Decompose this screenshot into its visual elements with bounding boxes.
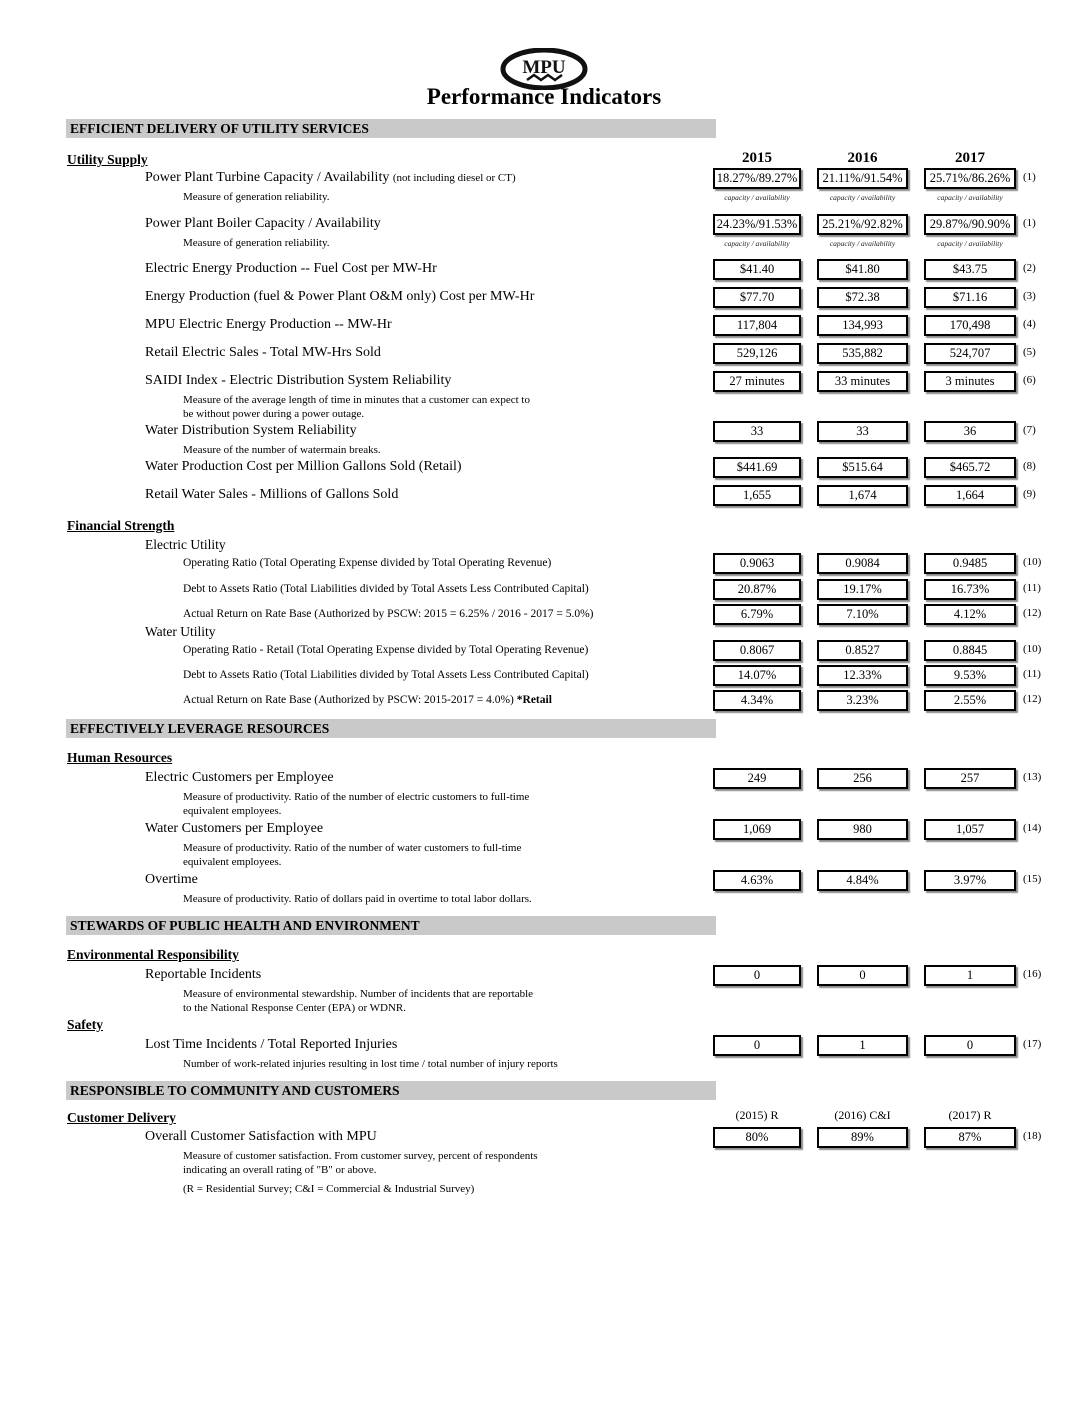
value-2015: $41.40 (713, 259, 801, 280)
metric-label: Overall Customer Satisfaction with MPU (145, 1129, 377, 1144)
footnote-ref: (13) (1023, 771, 1042, 783)
metric-description: Number of work-related injuries resulting in lost time / total number of injury reports (183, 1058, 558, 1070)
group-environmental-responsibility: Environmental Responsibility (67, 947, 239, 962)
value-2016: 0.8527 (817, 640, 908, 661)
value-2015: 0.8067 (713, 640, 801, 661)
metric-description: equivalent employees. (183, 855, 282, 868)
metric-label: SAIDI Index - Electric Distribution System Reliability (145, 373, 452, 388)
value-unit-label: capacity / availability (937, 193, 1003, 202)
group-human-resources: Human Resources (67, 750, 173, 765)
value-2017: 524,707 (924, 343, 1016, 364)
row-eu-debt-to-assets (0, 579, 1088, 599)
value-2017: 87% (924, 1127, 1016, 1148)
metric-description: (R = Residential Survey; C&I = Commercial & Industrial Survey) (183, 1183, 475, 1195)
value-2016: 0.9084 (817, 553, 908, 574)
metric-label: Power Plant Boiler Capacity / Availability (145, 216, 381, 231)
metric-label: Overtime (145, 872, 198, 887)
value-2015: 0.9063 (713, 553, 801, 574)
value-2015: $441.69 (713, 457, 801, 478)
metric-label: Actual Return on Rate Base (Authorized by PSCW: 2015-2017 = 4.0%) *Retail (183, 694, 552, 706)
value-2016: 25.21%/92.82% (817, 214, 908, 235)
value-2016: 134,993 (817, 315, 908, 336)
metric-description: be without power during a power outage. (183, 407, 365, 420)
group-safety: Safety (67, 1017, 103, 1032)
metric-label: Actual Return on Rate Base (Authorized by PSCW: 2015 = 6.25% / 2016 - 2017 = 5.0%) (183, 608, 594, 620)
footnote-ref: (16) (1023, 968, 1042, 980)
group-financial-strength: Financial Strength (67, 518, 175, 533)
row-electric-customers-per-employee (0, 768, 1088, 818)
row-boiler-capacity (0, 214, 1088, 251)
row-customer-satisfaction (0, 1127, 1088, 1197)
metric-label: Retail Water Sales - Millions of Gallons Sold (145, 487, 399, 502)
footnote-ref: (12) (1023, 607, 1042, 619)
footnote-ref: (15) (1023, 873, 1042, 885)
footnote-ref: (12) (1023, 693, 1042, 705)
row-turbine-capacity (0, 168, 1088, 205)
value-2017: $71.16 (924, 287, 1016, 308)
value-2017: 29.87%/90.90% (924, 214, 1016, 235)
section-header-public-health: STEWARDS OF PUBLIC HEALTH AND ENVIRONMENT (66, 916, 716, 935)
subgroup-water-utility: Water Utility (145, 624, 216, 639)
metric-description: to the National Response Center (EPA) or WDNR. (183, 1001, 407, 1014)
survey-year-header-2017: (2017) R (948, 1108, 992, 1122)
metric-description: Measure of environmental stewardship. Number of incidents that are reportable (183, 988, 534, 1000)
footnote-ref: (5) (1023, 346, 1036, 358)
row-wu-debt-to-assets (0, 665, 1088, 685)
metric-label: Retail Electric Sales - Total MW-Hrs Sold (145, 345, 381, 360)
value-2016: 256 (817, 768, 908, 789)
metric-label-suffix: *Retail (516, 694, 552, 706)
value-2017: 16.73% (924, 579, 1016, 600)
value-2017: 25.71%/86.26% (924, 168, 1016, 189)
metric-label: Electric Customers per Employee (145, 770, 334, 785)
metric-label: Debt to Assets Ratio (Total Liabilities divided by Total Assets Less Contributed Capital) (183, 583, 589, 595)
row-mpu-energy-production (0, 315, 1088, 335)
group-customer-delivery: Customer Delivery (67, 1110, 176, 1125)
row-fuel-cost (0, 259, 1088, 279)
value-unit-label: capacity / availability (724, 193, 790, 202)
metric-description: Measure of generation reliability. (183, 191, 330, 203)
value-2015: 529,126 (713, 343, 801, 364)
metric-label: MPU Electric Energy Production -- MW-Hr (145, 317, 392, 332)
row-retail-electric-sales (0, 343, 1088, 363)
row-water-customers-per-employee (0, 819, 1088, 869)
year-header-2015: 2015 (742, 150, 772, 166)
metric-description: Measure of productivity. Ratio of dollars paid in overtime to total labor dollars. (183, 893, 532, 905)
value-2016: 33 minutes (817, 371, 908, 392)
value-2015: 18.27%/89.27% (713, 168, 801, 189)
subgroup-electric-utility: Electric Utility (145, 537, 226, 552)
footnote-ref: (4) (1023, 318, 1036, 330)
value-2016: $72.38 (817, 287, 908, 308)
value-2015: 0 (713, 965, 801, 986)
value-2017: 1,664 (924, 485, 1016, 506)
metric-description: indicating an overall rating of "B" or above. (183, 1163, 377, 1176)
metric-label: Electric Energy Production -- Fuel Cost per MW-Hr (145, 261, 437, 276)
footnote-ref: (6) (1023, 374, 1036, 386)
value-2016: 21.11%/91.54% (817, 168, 908, 189)
metric-description: Measure of customer satisfaction. From customer survey, percent of respondents (183, 1150, 538, 1162)
footnote-ref: (14) (1023, 822, 1042, 834)
row-reportable-incidents (0, 965, 1088, 1015)
metric-label: Operating Ratio - Retail (Total Operating Expense divided by Total Operating Revenue) (183, 644, 589, 656)
footnote-ref: (10) (1023, 556, 1042, 568)
year-header-2017: 2017 (955, 150, 985, 166)
section-header-community-customers: RESPONSIBLE TO COMMUNITY AND CUSTOMERS (66, 1081, 716, 1100)
metric-description: Measure of generation reliability. (183, 237, 330, 249)
value-2017: $43.75 (924, 259, 1016, 280)
value-unit-label: capacity / availability (829, 239, 896, 248)
metric-description: Measure of productivity. Ratio of the number of water customers to full-time (183, 842, 522, 854)
row-energy-production-cost (0, 287, 1088, 307)
footnote-ref: (7) (1023, 424, 1036, 436)
metric-label: Operating Ratio (Total Operating Expense divided by Total Operating Revenue) (183, 557, 552, 569)
metric-label: Lost Time Incidents / Total Reported Injuries (145, 1037, 398, 1052)
value-2015: 27 minutes (713, 371, 801, 392)
value-2016: $41.80 (817, 259, 908, 280)
metric-description: equivalent employees. (183, 804, 282, 817)
value-2016: $515.64 (817, 457, 908, 478)
value-2015: 1,069 (713, 819, 801, 840)
metric-label-note: (not including diesel or CT) (392, 172, 516, 184)
footnote-ref: (17) (1023, 1038, 1042, 1050)
value-2015: 4.34% (713, 690, 801, 711)
row-saidi-index (0, 371, 1088, 421)
section-header-efficient-delivery: EFFICIENT DELIVERY OF UTILITY SERVICES (66, 119, 716, 138)
group-utility-supply: Utility Supply (67, 152, 148, 167)
row-eu-return-on-rate-base (0, 604, 1088, 624)
value-2016: 535,882 (817, 343, 908, 364)
row-water-distribution-reliability (0, 421, 1088, 458)
footnote-ref: (1) (1023, 217, 1036, 229)
metric-label: Debt to Assets Ratio (Total Liabilities divided by Total Assets Less Contributed Capital) (183, 669, 589, 681)
value-2015: 80% (713, 1127, 801, 1148)
survey-year-header-2015: (2015) R (735, 1108, 779, 1122)
value-2016: 19.17% (817, 579, 908, 600)
footnote-ref: (11) (1023, 582, 1041, 594)
row-overtime (0, 870, 1088, 907)
footnote-ref: (8) (1023, 460, 1036, 472)
value-2015: 4.63% (713, 870, 801, 891)
value-2016: 7.10% (817, 604, 908, 625)
value-2017: 3 minutes (924, 371, 1016, 392)
row-wu-return-on-rate-base (0, 690, 1088, 710)
metric-label: Water Production Cost per Million Gallons Sold (Retail) (145, 459, 462, 474)
value-2015: 1,655 (713, 485, 801, 506)
footnote-ref: (9) (1023, 488, 1036, 500)
metric-description: Measure of the average length of time in minutes that a customer can expect to (183, 394, 530, 406)
value-2015: 117,804 (713, 315, 801, 336)
value-unit-label: capacity / availability (937, 239, 1003, 248)
row-lost-time-incidents (0, 1035, 1088, 1072)
footnote-ref: (2) (1023, 262, 1036, 274)
page-title: Performance Indicators (426, 84, 662, 109)
value-2015: 6.79% (713, 604, 801, 625)
metric-label: Energy Production (fuel & Power Plant O&M only) Cost per MW-Hr (145, 289, 535, 304)
value-2016: 12.33% (817, 665, 908, 686)
value-2015: 0 (713, 1035, 801, 1056)
row-eu-operating-ratio (0, 553, 1088, 573)
value-2017: 0 (924, 1035, 1016, 1056)
value-2015: 24.23%/91.53% (713, 214, 801, 235)
value-2016: 0 (817, 965, 908, 986)
row-water-production-cost (0, 457, 1088, 477)
footnote-ref: (1) (1023, 171, 1036, 183)
survey-year-header-2016: (2016) C&I (834, 1108, 891, 1122)
value-2017: $465.72 (924, 457, 1016, 478)
mpu-logo-text: MPU (522, 57, 566, 78)
value-2016: 33 (817, 421, 908, 442)
value-2016: 4.84% (817, 870, 908, 891)
value-2017: 257 (924, 768, 1016, 789)
footnote-ref: (3) (1023, 290, 1036, 302)
value-2016: 1,674 (817, 485, 908, 506)
value-2015: 20.87% (713, 579, 801, 600)
value-2017: 9.53% (924, 665, 1016, 686)
row-retail-water-sales (0, 485, 1088, 505)
value-2017: 1 (924, 965, 1016, 986)
footnote-ref: (18) (1023, 1130, 1042, 1142)
value-2016: 89% (817, 1127, 908, 1148)
metric-label: Water Distribution System Reliability (145, 423, 357, 438)
row-wu-operating-ratio (0, 640, 1088, 660)
metric-label: Water Customers per Employee (145, 821, 324, 836)
year-header-2016: 2016 (847, 150, 878, 166)
value-2017: 1,057 (924, 819, 1016, 840)
value-unit-label: capacity / availability (829, 193, 896, 202)
section-header-leverage-resources: EFFECTIVELY LEVERAGE RESOURCES (66, 719, 716, 738)
footnote-ref: (10) (1023, 643, 1042, 655)
value-2015: 33 (713, 421, 801, 442)
footnote-ref: (11) (1023, 668, 1041, 680)
metric-label: Power Plant Turbine Capacity / Availability (not including diesel or CT) (145, 170, 516, 185)
value-2016: 980 (817, 819, 908, 840)
value-2017: 2.55% (924, 690, 1016, 711)
value-2015: 14.07% (713, 665, 801, 686)
value-unit-label: capacity / availability (724, 239, 790, 248)
metric-description: Measure of productivity. Ratio of the number of electric customers to full-time (183, 791, 530, 803)
value-2016: 1 (817, 1035, 908, 1056)
value-2017: 0.8845 (924, 640, 1016, 661)
value-2015: 249 (713, 768, 801, 789)
value-2017: 36 (924, 421, 1016, 442)
value-2015: $77.70 (713, 287, 801, 308)
value-2017: 170,498 (924, 315, 1016, 336)
value-2017: 4.12% (924, 604, 1016, 625)
value-2016: 3.23% (817, 690, 908, 711)
value-2017: 3.97% (924, 870, 1016, 891)
metric-description: Measure of the number of watermain breaks. (183, 444, 381, 456)
value-2017: 0.9485 (924, 553, 1016, 574)
metric-label: Reportable Incidents (145, 967, 262, 982)
